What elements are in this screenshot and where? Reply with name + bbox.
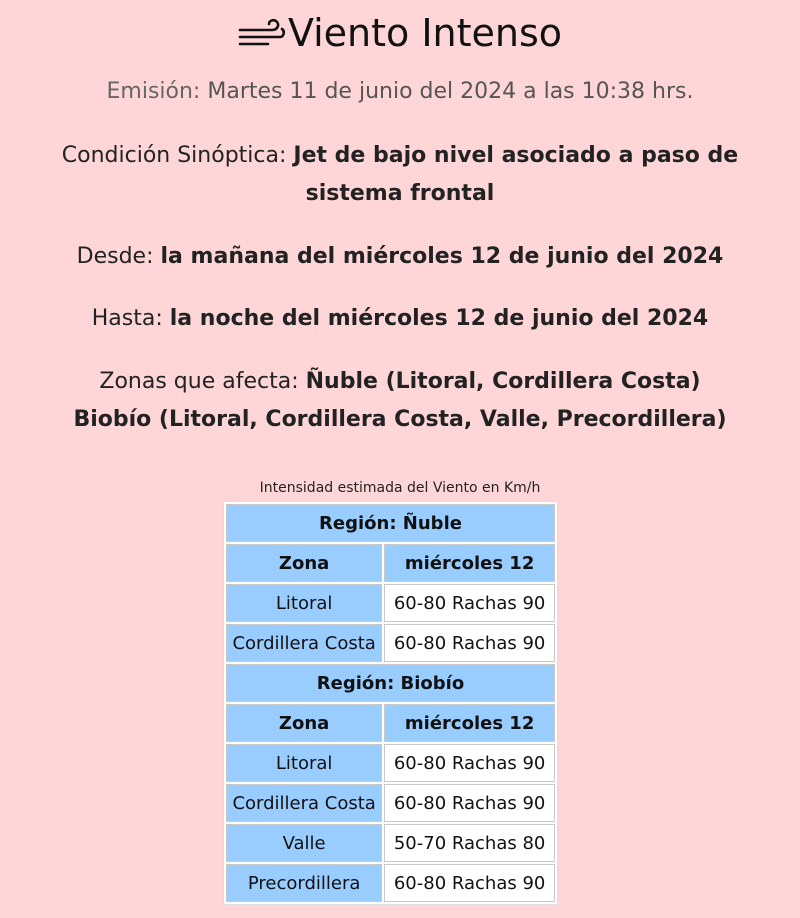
zonas-label: Zonas que afecta: — [99, 369, 299, 394]
hasta-label: Hasta: — [91, 306, 163, 331]
zonas-value-biobio: Biobío (Litoral, Cordillera Costa, Valle, Precordillera) — [73, 407, 727, 432]
desde-label: Desde: — [76, 244, 154, 269]
region-row — [226, 664, 555, 702]
value-cell: 50-70 Rachas 80 — [384, 824, 555, 862]
table-caption: Intensidad estimada del Viento en Km/h — [259, 480, 541, 496]
hasta-line — [20, 300, 780, 338]
zone-cell: Precordillera — [226, 864, 382, 902]
day-column-header: miércoles 12 — [384, 544, 555, 582]
wind-icon — [238, 18, 286, 48]
zone-cell: Litoral — [226, 744, 382, 782]
table-row — [226, 784, 555, 822]
emision-value: Martes 11 de junio del 2024 a las 10:38 hrs. — [207, 79, 694, 104]
day-column-header: miércoles 12 — [384, 704, 555, 742]
hasta-value: la noche del miércoles 12 de junio del 2024 — [169, 306, 709, 331]
column-header-row — [226, 704, 555, 742]
condicion-line — [20, 137, 780, 213]
value-cell: 60-80 Rachas 90 — [384, 584, 555, 622]
column-header-row — [226, 544, 555, 582]
emision-line — [20, 73, 780, 111]
condicion-value: Jet de bajo nivel asociado a paso de sistema frontal — [293, 143, 739, 206]
desde-line — [20, 238, 780, 276]
zona-column-header: Zona — [226, 544, 382, 582]
emision-label: Emisión: — [106, 79, 201, 104]
table-row — [226, 824, 555, 862]
zona-column-header: Zona — [226, 704, 382, 742]
zone-cell: Cordillera Costa — [226, 784, 382, 822]
table-row — [226, 624, 555, 662]
region-header-nuble: Región: Ñuble — [226, 504, 555, 542]
value-cell: 60-80 Rachas 90 — [384, 864, 555, 902]
region-header-biobio: Región: Biobío — [226, 664, 555, 702]
zone-cell: Litoral — [226, 584, 382, 622]
desde-value: la mañana del miércoles 12 de junio del 2024 — [160, 244, 724, 269]
table-row — [226, 584, 555, 622]
table-row — [226, 864, 555, 902]
wind-intensity-table — [223, 501, 558, 905]
region-row — [226, 504, 555, 542]
zone-cell: Valle — [226, 824, 382, 862]
zone-cell: Cordillera Costa — [226, 624, 382, 662]
title-text: Viento Intenso — [287, 11, 563, 55]
value-cell: 60-80 Rachas 90 — [384, 744, 555, 782]
alert-title — [0, 8, 800, 58]
value-cell: 60-80 Rachas 90 — [384, 624, 555, 662]
condicion-label: Condición Sinóptica: — [61, 143, 287, 168]
table-row — [226, 744, 555, 782]
zonas-block — [20, 363, 780, 439]
value-cell: 60-80 Rachas 90 — [384, 784, 555, 822]
zonas-value-nuble: Ñuble (Litoral, Cordillera Costa) — [305, 369, 701, 394]
